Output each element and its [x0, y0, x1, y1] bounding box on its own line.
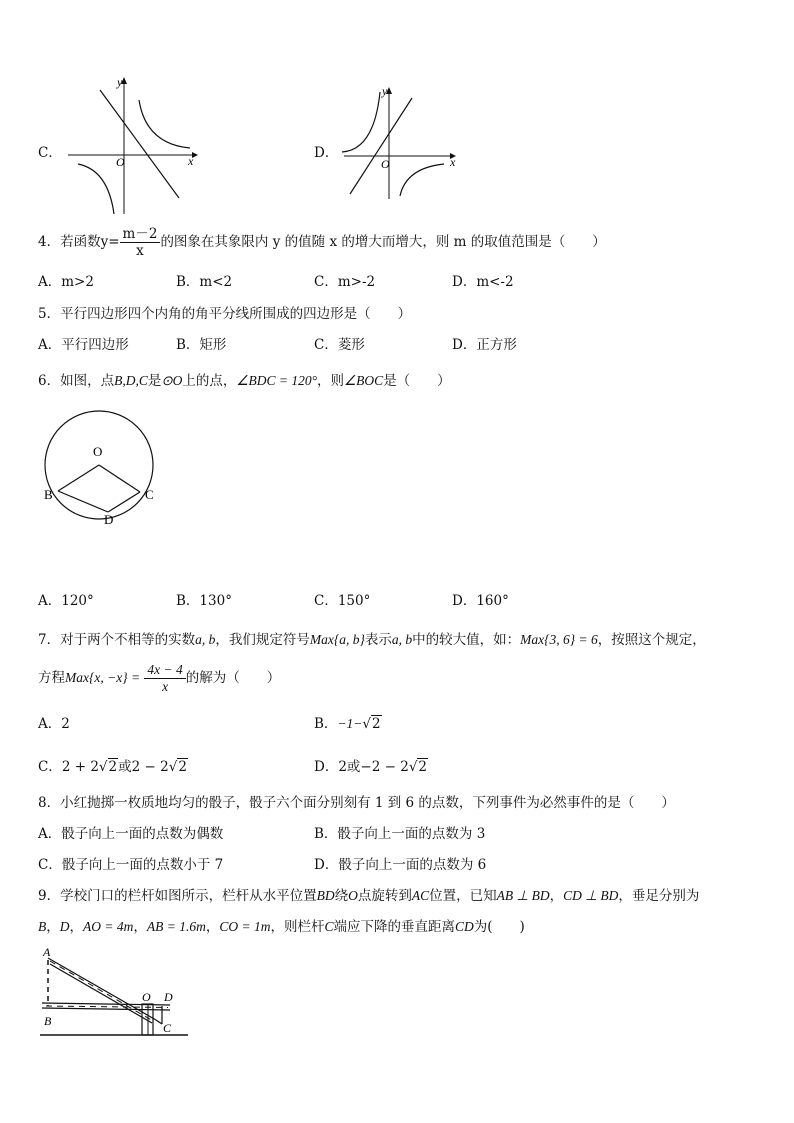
q5-option-b[interactable]: B．矩形	[176, 337, 227, 353]
q9-b: B	[38, 919, 47, 934]
q9-text-9: 为( )	[473, 919, 525, 935]
q7-stem-line1	[38, 628, 706, 648]
q9-d: D	[59, 919, 70, 934]
q6-option-c[interactable]: C．150°	[314, 593, 371, 609]
q7-option-b-radicand: 2	[372, 716, 381, 732]
q6-mid3: ，则	[317, 373, 345, 389]
q7-stem-line2	[38, 660, 280, 696]
q3-c-origin: O	[116, 155, 125, 169]
q9-sep-3: ，	[133, 919, 147, 935]
q7-example: Max{3, 6} = 6	[520, 632, 598, 647]
q6-label-c: C	[145, 487, 154, 502]
q5-option-c[interactable]: C．菱形	[314, 337, 365, 353]
q6-prefix: 6．如图，点	[38, 373, 115, 389]
q6-suffix: 是（ ）	[383, 373, 451, 389]
q8-option-b[interactable]: B．骰子向上一面的点数为 3	[314, 826, 486, 842]
q3-d-axis-x: x	[450, 155, 456, 169]
q7-option-a[interactable]: A．2	[38, 716, 70, 732]
q6-angle-ask: ∠BOC	[344, 373, 384, 388]
q9-co: CO = 1m	[219, 919, 271, 934]
q6-option-d[interactable]: D．160°	[452, 593, 509, 609]
q9-label-a: A	[43, 945, 51, 959]
q3-d-axis-y: y	[382, 84, 388, 98]
q4-fraction	[120, 226, 161, 259]
q5-stem: 5．平行四边形四个内角的角平分线所围成的四边形是（ ）	[38, 306, 412, 322]
q6-points: B,D,C	[114, 373, 148, 388]
q8-option-a[interactable]: A．骰子向上一面的点数为偶数	[38, 826, 224, 842]
q7-option-d[interactable]	[314, 755, 428, 775]
q3-graph-c	[64, 72, 204, 217]
q7-option-c-or: 或	[118, 759, 132, 775]
q4-option-b[interactable]: B．m<2	[176, 274, 233, 290]
q7-ab2: a, b	[391, 632, 413, 647]
q5-option-d[interactable]: D．正方形	[452, 337, 517, 353]
q8-option-c[interactable]: C．骰子向上一面的点数小于 7	[38, 857, 224, 873]
q7-frac-den: x	[162, 679, 169, 694]
sqrt-icon: √	[98, 759, 108, 775]
sqrt-icon: √	[362, 716, 372, 732]
q6-label-d: D	[104, 512, 114, 527]
q9-ac: AC	[411, 888, 430, 903]
q7-ab: a, b	[195, 632, 216, 647]
q7-option-b[interactable]	[314, 712, 382, 732]
q4-frac-den: x	[136, 243, 144, 259]
q5-option-a[interactable]: A．平行四边形	[38, 337, 129, 353]
q6-label-b: B	[44, 487, 53, 502]
q7-option-d-label: D．	[314, 759, 339, 775]
q9-stem-line2	[38, 915, 525, 935]
q6-angle-given: ∠BDC = 120°	[236, 373, 318, 388]
q7-option-d-a: 2	[338, 759, 347, 775]
q9-label-c: C	[163, 1021, 172, 1035]
q9-text-1: 9．学校门口的栏杆如图所示，栏杆从水平位置	[38, 888, 317, 904]
q7-text-4: 中的较大值，如：	[412, 632, 521, 648]
q7-option-c-radicand-2: 2	[178, 759, 187, 775]
q9-text-2: 绕	[334, 888, 349, 904]
q7-fraction	[144, 662, 185, 695]
q7-text-3: 表示	[364, 632, 392, 648]
q4-stem	[38, 224, 606, 260]
q7-text-2: ，我们规定符号	[215, 632, 310, 648]
q8-stem: 8．小红抛掷一枚质地均匀的骰子，骰子六个面分别刻有 1 到 6 的点数，下列事件为必然事件的是（ ）	[38, 795, 675, 811]
q6-label-o: O	[93, 444, 103, 459]
q7-text-5: ，按照这个规定，	[597, 632, 706, 648]
q4-frac-num: m－2	[120, 226, 161, 243]
sqrt-icon: √	[408, 759, 418, 775]
q7-text-1: 7．对于两个不相等的实数	[38, 632, 196, 648]
q9-o: O	[348, 888, 358, 903]
q9-stem-line1	[38, 884, 699, 904]
q7-frac-num: 4x − 4	[144, 662, 185, 679]
q9-ab-perp: AB ⊥ BD	[496, 888, 550, 903]
q7-option-c-a: 2 + 2	[61, 759, 99, 775]
q9-label-d: D	[164, 990, 173, 1004]
q7-text-7: 的解为（ ）	[185, 670, 281, 686]
q6-circle: ⊙O	[161, 373, 183, 388]
q9-text-7: ，则栏杆	[270, 919, 325, 935]
q4-option-c[interactable]: C．m>-2	[314, 274, 376, 290]
q6-option-b[interactable]: B．130°	[176, 593, 232, 609]
q3-option-c-label: C．	[38, 145, 62, 161]
q9-text-3: 点旋转到	[357, 888, 412, 904]
q7-option-d-b: −2 − 2	[360, 759, 409, 775]
q3-d-origin: O	[381, 157, 390, 171]
q9-text-4: 位置，已知	[429, 888, 497, 904]
q3-c-axis-y: y	[117, 75, 123, 89]
q3-graph-d	[338, 84, 463, 204]
q7-option-c-radicand-1: 2	[108, 759, 118, 775]
q4-option-a[interactable]: A．m>2	[38, 274, 94, 290]
q9-text-8: 端应下降的垂直距离	[333, 919, 455, 935]
q7-max-ab: Max{a, b}	[309, 632, 365, 647]
q7-option-b-pre: −1−	[337, 716, 363, 731]
q9-sep-1: ，	[46, 919, 60, 935]
q6-option-a[interactable]: A．120°	[38, 593, 94, 609]
q9-sep-4: ，	[205, 919, 220, 935]
q7-option-c-label: C．	[38, 759, 62, 775]
q8-option-d[interactable]: D．骰子向上一面的点数为 6	[314, 857, 487, 873]
q3-c-axis-x: x	[188, 154, 194, 168]
q6-mid: 是	[147, 373, 162, 389]
q9-ab-len: AB = 1.6m	[146, 919, 206, 934]
q9-text-6: ，垂足分别为	[618, 888, 700, 904]
q4-suffix: 的图象在其象限内 y 的值随 x 的增大而增大，则 m 的取值范围是（ ）	[160, 234, 606, 250]
q9-c: C	[324, 919, 334, 934]
q7-option-c-b: 2 − 2	[131, 759, 169, 775]
q9-bd: BD	[316, 888, 335, 903]
q6-stem	[38, 369, 451, 389]
q4-option-d[interactable]: D．m<-2	[452, 274, 514, 290]
sqrt-icon: √	[168, 759, 178, 775]
q9-sep-2: ，	[69, 919, 83, 935]
q9-label-o: O	[142, 990, 151, 1004]
q6-mid2: 上的点，	[182, 373, 237, 389]
q4-prefix: 4．若函数	[38, 234, 101, 250]
q3-option-d-label: D．	[314, 145, 339, 161]
q7-option-c[interactable]	[38, 755, 188, 775]
q7-option-d-or: 或	[346, 759, 361, 775]
q9-label-b: B	[44, 1014, 52, 1028]
q4-y-eq: y=	[100, 234, 120, 250]
q7-text-6: 方程	[38, 670, 65, 686]
q7-option-b-label: B．	[314, 716, 338, 732]
q7-option-d-radicand: 2	[418, 759, 428, 775]
q9-text-5: ，	[549, 888, 564, 904]
q9-ao: AO = 4m	[83, 919, 134, 934]
q9-cd: CD	[454, 919, 474, 934]
q6-circle-figure	[40, 405, 170, 530]
q7-eq-left: Max{x, −x} =	[65, 670, 141, 685]
q9-barrier-figure	[38, 944, 193, 1044]
q9-cd-perp: CD ⊥ BD	[563, 888, 619, 903]
